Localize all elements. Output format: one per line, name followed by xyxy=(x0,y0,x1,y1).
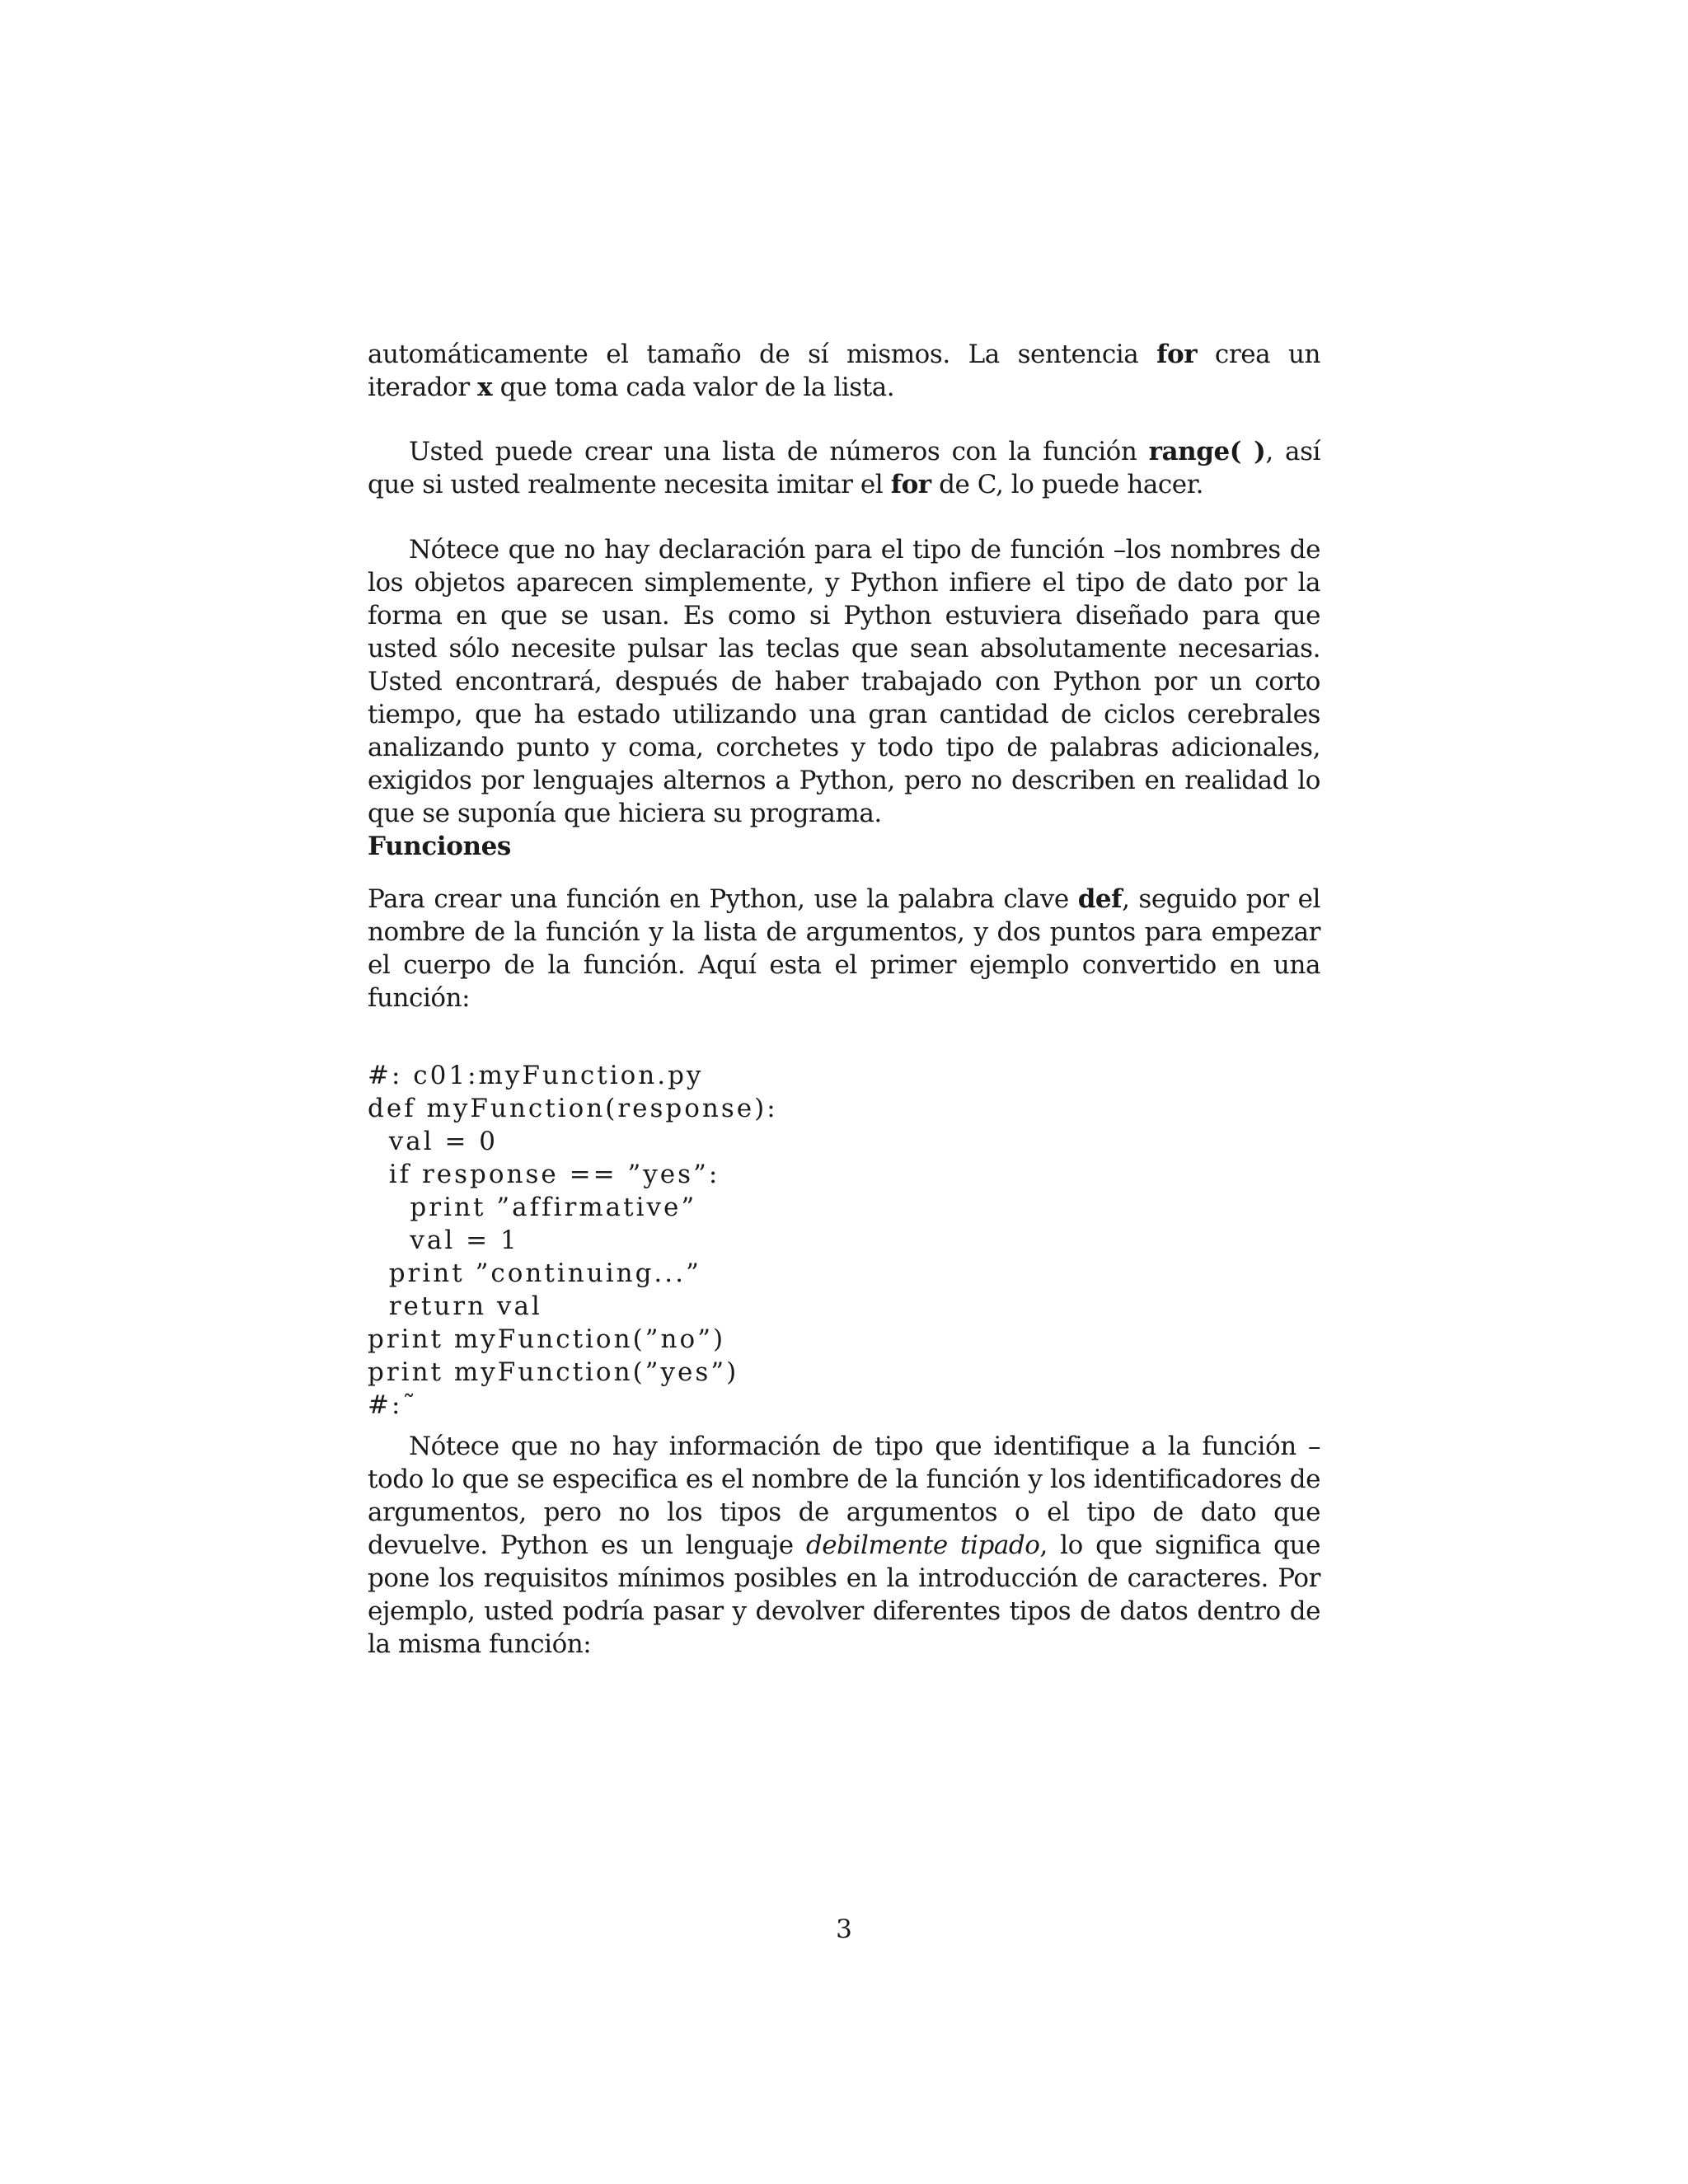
keyword-def: def xyxy=(1077,884,1123,914)
keyword-for: for xyxy=(1156,340,1198,369)
code-line: #:˜ xyxy=(368,1390,418,1420)
code-line: if response == ”yes”: xyxy=(368,1160,720,1189)
code-line: print myFunction(”yes”) xyxy=(368,1357,739,1387)
code-line: val = 1 xyxy=(368,1226,519,1255)
keyword-range: range( ) xyxy=(1148,437,1266,466)
paragraph-2 xyxy=(368,435,1320,501)
paragraph-3: Nótece que no hay declaración para el tipo de función –los nombres de los objetos aparecen simplemente, y Python infiere el tipo de dato por la forma en que se usan. Es como si Python estuviera diseñado para que usted sólo necesite pulsar las teclas que sean absolutamente necesarias. Usted encontrará, después de haber trabajado con Python por un corto tiempo, que ha estado utilizando una gran cantidad de ciclos cerebrales analizando punto y coma, corchetes y todo tipo de palabras adicionales, exigidos por lenguajes alternos a Python, pero no describen en realidad lo que se suponía que hiciera su programa. xyxy=(368,535,1320,828)
page-body xyxy=(368,338,1320,1661)
keyword-for: for xyxy=(890,470,931,499)
text-run: automáticamente el tamaño de sí mismos. La sentencia xyxy=(368,340,1157,369)
code-line: #: c01:myFunction.py xyxy=(368,1061,704,1090)
text-run: Usted puede crear una lista de números con la función xyxy=(409,437,1149,466)
text-run: Nótece que no hay información de tipo que identifique a la función – todo lo que se especifica es el nombre de la función y los identificadores de argumentos, pero no los tipos de argumentos o el tipo de dato que devuelve. Python es un lenguaje xyxy=(368,1432,1320,1560)
paragraph-1 xyxy=(368,338,1320,404)
emphasis-term: debilmente tipado xyxy=(805,1530,1040,1560)
code-line: print myFunction(”no”) xyxy=(368,1324,726,1354)
text-run: , lo que significa que pone los requisitos mínimos posibles en la introducción de caracteres. Por ejemplo, usted podría pasar y devolver diferentes tipos de datos dentro de la misma función: xyxy=(368,1530,1320,1659)
keyword-x: x xyxy=(477,373,493,402)
paragraph-4 xyxy=(368,883,1320,1015)
paragraph-5 xyxy=(368,1430,1320,1661)
code-line: def myFunction(response): xyxy=(368,1094,778,1123)
page-number: 3 xyxy=(836,1915,852,1944)
text-run: que toma cada valor de la lista. xyxy=(492,373,895,402)
code-line: val = 0 xyxy=(368,1127,499,1156)
code-line: print ”continuing...” xyxy=(368,1258,701,1288)
text-run: crea un iterador xyxy=(368,340,1320,402)
text-run: , seguido por el nombre de la función y la lista de argumentos, y dos puntos para empezar el cuerpo de la función. Aquí esta el primer ejemplo convertido en una función: xyxy=(368,884,1320,1013)
section-heading: Funciones xyxy=(368,832,511,861)
text-run: , así que si usted realmente necesita imitar el xyxy=(368,437,1320,499)
code-listing xyxy=(368,1059,1320,1422)
text-run: Para crear una función en Python, use la palabra clave xyxy=(368,884,1078,914)
text-run: de C, lo puede hacer. xyxy=(931,470,1204,499)
code-line: return val xyxy=(368,1291,542,1321)
code-line: print ”affirmative” xyxy=(368,1193,697,1222)
